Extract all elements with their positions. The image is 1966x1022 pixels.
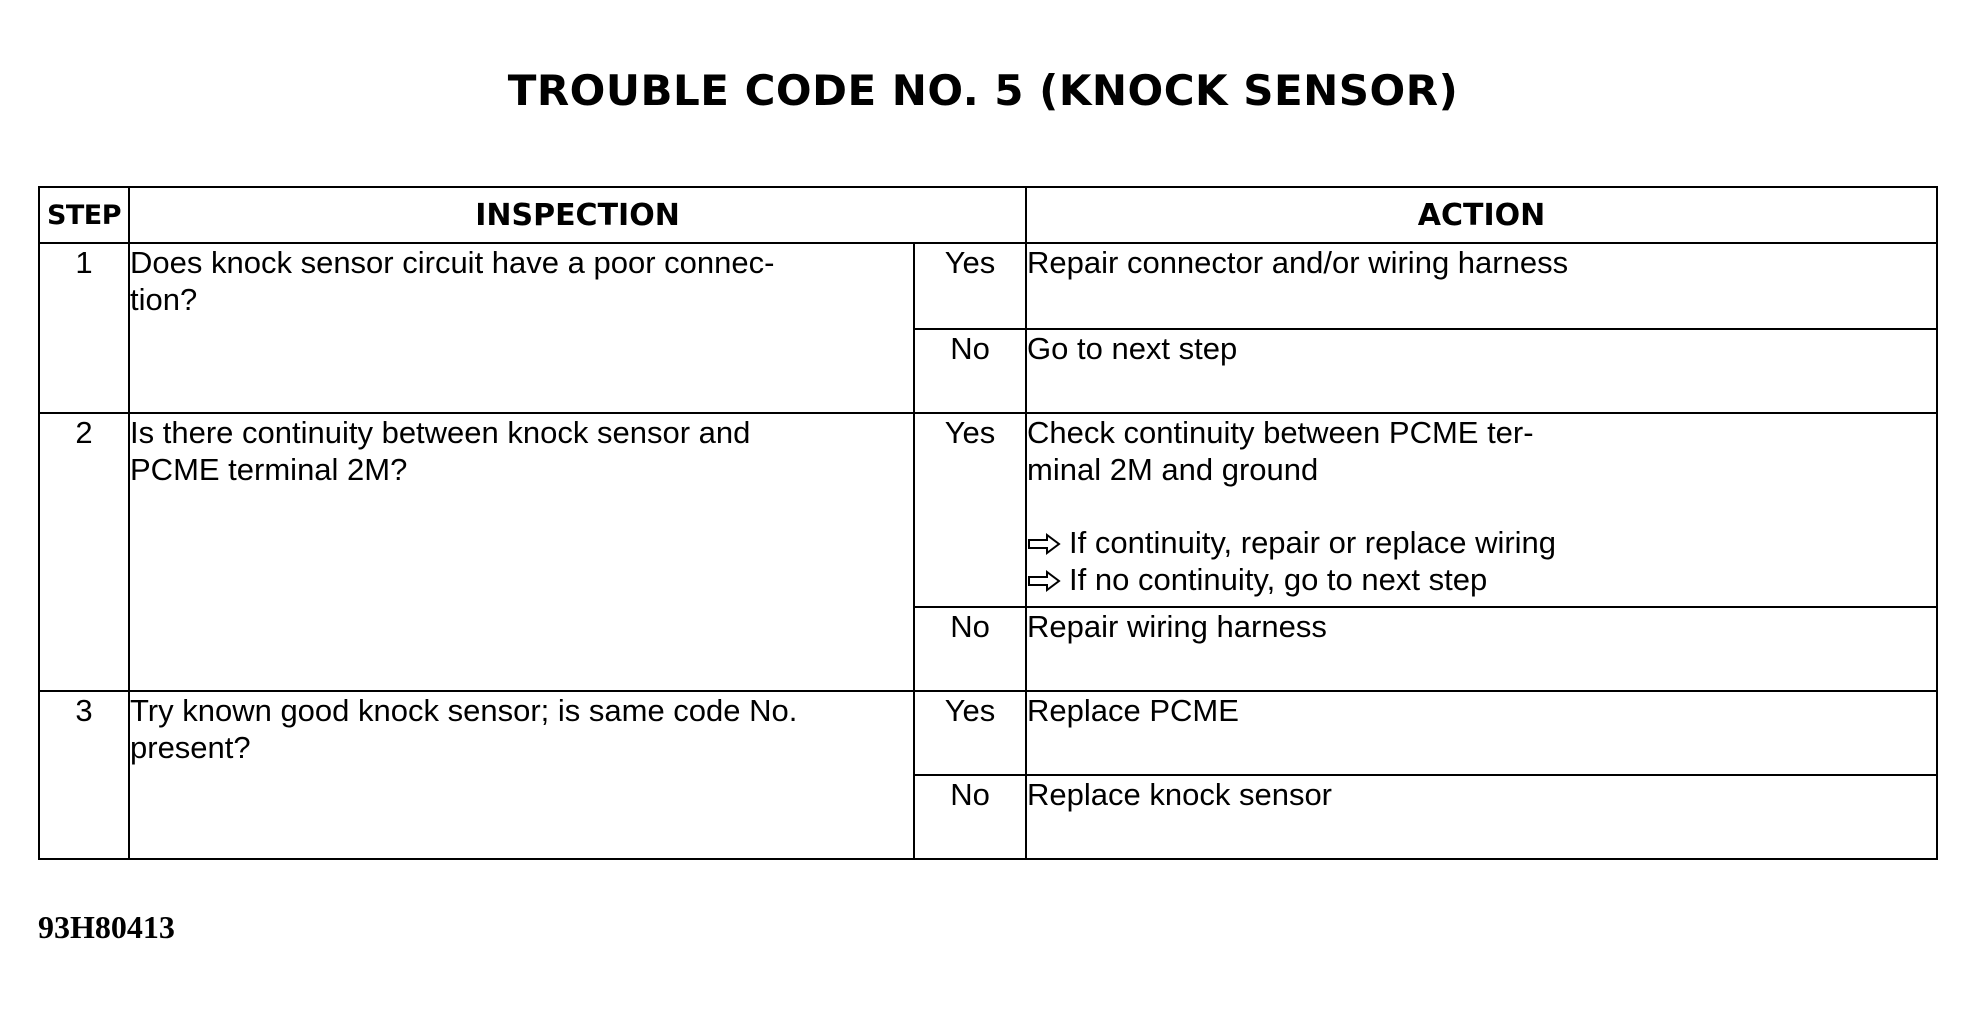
arrow-right-icon <box>1027 570 1061 592</box>
answer-yes: Yes <box>914 691 1026 775</box>
header-row <box>39 187 1937 243</box>
action-bullet <box>1027 561 1936 598</box>
action-text: Repair wiring harness <box>1026 607 1937 691</box>
action-text: Go to next step <box>1026 329 1937 413</box>
action-bullet <box>1027 524 1936 561</box>
figure-id: 93H80413 <box>38 909 175 945</box>
arrow-right-icon <box>1027 533 1061 555</box>
answer-yes: Yes <box>914 243 1026 329</box>
answer-no: No <box>914 329 1026 413</box>
inspection-question: Is there continuity between knock sensor and PCME terminal 2M? <box>130 415 751 487</box>
answer-no: No <box>914 775 1026 859</box>
inspection-text <box>129 413 914 691</box>
action-text: Check continuity between PCME ter- minal 2M and ground <box>1027 415 1534 487</box>
table-row <box>39 243 1937 329</box>
action-text: Replace PCME <box>1026 691 1937 775</box>
inspection-question: Try known good knock sensor; is same code No. present? <box>130 693 798 765</box>
step-number: 1 <box>39 243 129 413</box>
action-bullet-text: If no continuity, go to next step <box>1069 562 1488 597</box>
table-row <box>39 691 1937 775</box>
action-text: Replace knock sensor <box>1026 775 1937 859</box>
inspection-text <box>129 243 914 413</box>
header-action: ACTION <box>1026 187 1937 243</box>
answer-no: No <box>914 607 1026 691</box>
inspection-question: Does knock sensor circuit have a poor connec- tion? <box>130 245 775 317</box>
trouble-code-table <box>38 186 1938 860</box>
action-bullet-text: If continuity, repair or replace wiring <box>1069 525 1557 560</box>
header-step: STEP <box>39 187 129 243</box>
inspection-text <box>129 691 914 859</box>
step-number: 2 <box>39 413 129 691</box>
action-cell <box>1026 413 1937 607</box>
action-text: Repair connector and/or wiring harness <box>1026 243 1937 329</box>
header-inspection: INSPECTION <box>129 187 1026 243</box>
answer-yes: Yes <box>914 413 1026 607</box>
table-row <box>39 413 1937 607</box>
step-number: 3 <box>39 691 129 859</box>
page-title: TROUBLE CODE NO. 5 (KNOCK SENSOR) <box>507 66 1459 115</box>
